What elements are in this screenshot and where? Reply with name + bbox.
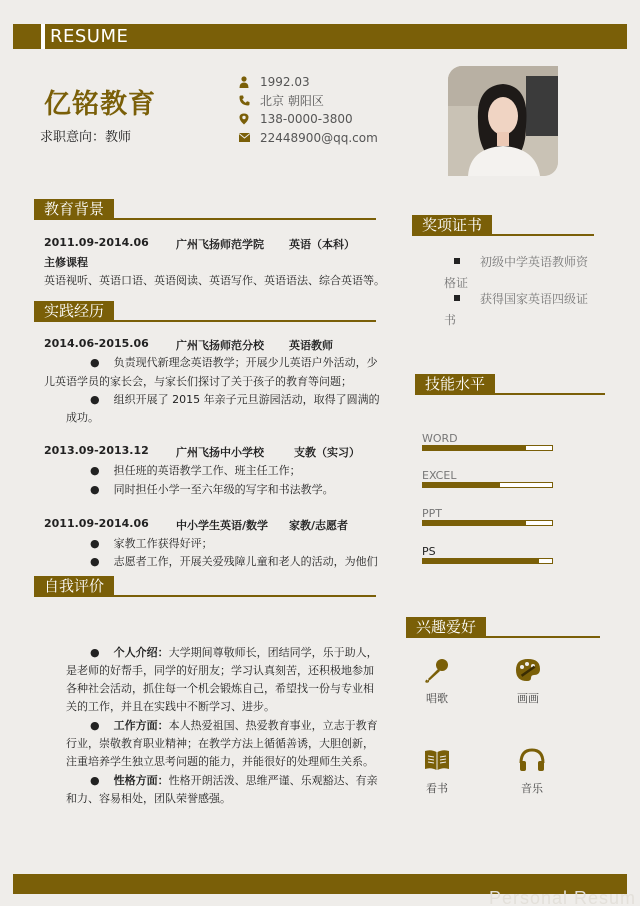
practice-2-org: 广州飞扬中小学校 <box>176 446 264 459</box>
hobby-reading <box>407 740 467 796</box>
microphone-icon <box>407 650 467 690</box>
profile-photo <box>448 66 558 176</box>
hobby-label: 音乐 <box>521 782 543 795</box>
section-practice <box>34 301 376 323</box>
email: 22448900@qq.com <box>260 130 378 145</box>
self-eval-line: 行业，崇敬教育职业精神；在教学方法上循循善诱，大胆创新， <box>66 737 374 750</box>
self-eval-character: ● 性格方面：性格开朗活泼、思维严谨、乐观豁达、有亲 <box>90 774 378 787</box>
watermark: Personal Resum <box>488 888 636 906</box>
self-eval-line: 注重培养学生独立思考问题的能力，并能很好的处理师生关系。 <box>66 755 374 768</box>
person-icon <box>238 76 250 88</box>
section-skills <box>415 374 605 396</box>
location: 北京 朝阳区 <box>260 94 324 109</box>
hobby-label: 看书 <box>426 782 448 795</box>
section-title-hobbies: 兴趣爱好 <box>406 617 486 637</box>
map-pin-icon <box>238 113 250 125</box>
skill-ps: PS <box>422 545 553 564</box>
phone-handset-icon <box>238 95 250 107</box>
hobby-label: 画画 <box>517 692 539 705</box>
skill-fill <box>423 559 539 563</box>
practice-1-org: 广州飞扬师范分校 <box>176 339 264 352</box>
award-item: 初级中学英语教师资 格证 <box>444 255 589 290</box>
section-awards <box>412 215 594 237</box>
section-self-eval <box>34 576 376 598</box>
practice-2-item: ● 同时担任小学一至六年级的写字和书法教学。 <box>90 483 334 496</box>
practice-2-role: 支教（实习） <box>294 446 360 459</box>
mail-icon <box>238 132 250 144</box>
section-title-practice: 实践经历 <box>34 301 114 321</box>
header-bar <box>13 24 627 49</box>
self-eval-line: 是老师的好帮手，同学的好朋友；学习认真刻苦，还积极地参加 <box>66 664 374 677</box>
practice-3-org: 中小学生英语/数学 <box>176 519 269 532</box>
practice-1-item: ● 组织开展了 2015 年亲子元旦游园活动，取得了圆满的 <box>90 393 380 406</box>
self-eval-line: 各种社会活动，抓住每一个机会锻炼自己，希望找一份与专业相 <box>66 682 374 695</box>
practice-1-item: 成功。 <box>66 411 99 424</box>
header-title: RESUME <box>50 26 129 47</box>
skill-bar <box>422 520 553 526</box>
practice-1-role: 英语教师 <box>289 339 333 352</box>
skill-fill <box>423 446 526 450</box>
section-title-education: 教育背景 <box>34 199 114 219</box>
skill-bar <box>422 482 553 488</box>
edu-courses: 英语视听、英语口语、英语阅读、英语写作、英语语法、综合英语等。 <box>44 274 385 287</box>
edu-period: 2011.09-2014.06 <box>44 236 149 249</box>
skill-word: WORD <box>422 432 553 451</box>
candidate-name: 亿铭教育 <box>44 89 156 120</box>
skill-fill <box>423 483 500 487</box>
skill-bar <box>422 558 553 564</box>
phone-number: 138-0000-3800 <box>260 112 353 127</box>
practice-3-item: ● 志愿者工作，开展关爱残障儿童和老人的活动，为他们 <box>90 555 378 568</box>
skill-fill <box>423 521 526 525</box>
practice-2-period: 2013.09-2013.12 <box>44 444 149 457</box>
header-notch <box>41 24 45 49</box>
hobby-painting <box>498 650 558 706</box>
bullet-square-icon <box>454 258 460 264</box>
self-eval-intro: ● 个人介绍：大学期间尊敬师长，团结同学，乐于助人， <box>90 646 378 659</box>
hobby-singing <box>407 650 467 706</box>
palette-icon <box>498 650 558 690</box>
hobby-music <box>502 740 562 796</box>
edu-major: 英语（本科） <box>289 238 355 251</box>
contact-block <box>238 73 378 147</box>
skill-ppt: PPT <box>422 507 553 526</box>
skill-excel: EXCEL <box>422 469 553 488</box>
job-intent: 求职意向：教师 <box>40 130 132 145</box>
section-title-skills: 技能水平 <box>415 374 495 394</box>
practice-2-item: ● 担任班的英语教学工作、班主任工作； <box>90 464 301 477</box>
practice-1-item: 儿英语学员的家长会，与家长们探讨了关于孩子的教育等问题； <box>44 375 352 388</box>
section-title-awards: 奖项证书 <box>412 215 492 235</box>
skill-bar <box>422 445 553 451</box>
practice-3-role: 家教/志愿者 <box>289 519 349 532</box>
hobby-label: 唱歌 <box>426 692 448 705</box>
practice-3-item: ● 家教工作获得好评； <box>90 537 213 550</box>
headphones-icon <box>502 740 562 780</box>
section-title-self-eval: 自我评价 <box>34 576 114 596</box>
book-icon <box>407 740 467 780</box>
birth-date: 1992.03 <box>260 75 310 90</box>
edu-school: 广州飞扬师范学院 <box>176 238 264 251</box>
practice-1-item: ● 负责现代新理念英语教学；开展少儿英语户外活动，少 <box>90 356 378 369</box>
edu-course-title: 主修课程 <box>44 256 88 269</box>
self-eval-work: ● 工作方面：本人热爱祖国、热爱教育事业，立志于教育 <box>90 719 378 732</box>
award-item: 获得国家英语四级证 书 <box>444 292 589 327</box>
practice-3-period: 2011.09-2014.06 <box>44 517 149 530</box>
self-eval-line: 关的工作，并且在实践中不断学习、进步。 <box>66 700 275 713</box>
section-hobbies <box>406 617 600 639</box>
bullet-square-icon <box>454 295 460 301</box>
practice-1-period: 2014.06-2015.06 <box>44 337 149 350</box>
self-eval-line: 和力、容易相处，团队荣誉感强。 <box>66 792 231 805</box>
section-education <box>34 199 376 221</box>
